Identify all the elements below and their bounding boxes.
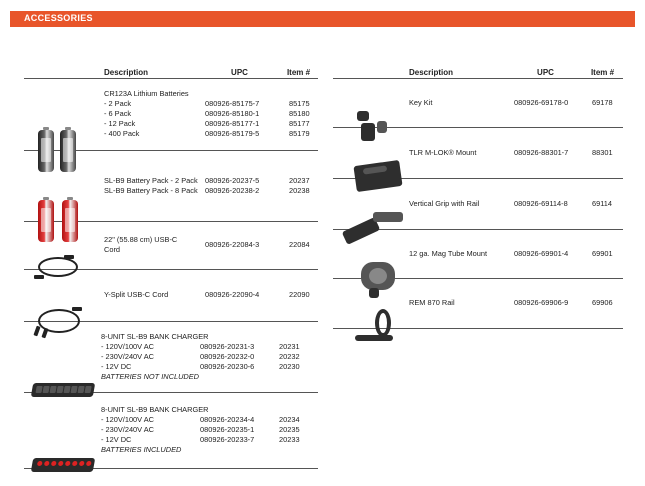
item-line: 20234 <box>279 415 300 424</box>
section-header-bar <box>10 11 635 27</box>
upc-column-header: UPC <box>200 64 279 78</box>
desc-line: - 400 Pack <box>104 129 140 138</box>
upc-cell: 080926-88301-7 <box>509 127 582 178</box>
table-row <box>333 127 623 178</box>
description-cell <box>101 78 200 150</box>
description-cell: TLR M-LOK® Mount <box>406 127 509 178</box>
item-line: 20233 <box>279 435 300 444</box>
desc-line: - 12V DC <box>101 435 132 444</box>
desc-line: - 6 Pack <box>104 109 132 118</box>
item-line: 85177 <box>289 119 310 128</box>
description-cell: Key Kit <box>406 78 509 127</box>
upc-line: 080926-20231-3 <box>200 341 255 351</box>
description-cell <box>101 150 200 221</box>
item-cell: 88301 <box>582 127 623 178</box>
item-cell <box>279 269 318 321</box>
upc-cell <box>200 269 279 321</box>
description-cell <box>101 321 209 392</box>
image-column-header <box>333 64 406 78</box>
desc-line: - 12V DC <box>101 361 132 371</box>
upc-line: 080926-20232-0 <box>200 351 255 361</box>
item-cell: 69114 <box>582 178 623 229</box>
upc-line: 080926-20235-1 <box>200 425 255 434</box>
desc-line: CR123A Lithium Batteries <box>104 89 189 98</box>
table-row <box>333 229 623 278</box>
description-cell <box>101 269 200 321</box>
item-line: 20230 <box>279 361 300 371</box>
upc-cell: 080926-69901-4 <box>509 229 582 278</box>
upc-line: 080926-85175-7 <box>205 99 260 108</box>
description-cell: Vertical Grip with Rail <box>406 178 509 229</box>
desc-line: - 230V/240V AC <box>101 351 155 361</box>
desc-line: Cord <box>104 245 121 254</box>
description-cell <box>101 392 209 468</box>
bank-charger-with-batteries-image <box>24 392 101 468</box>
upc-line: 080926-22090-4 <box>205 290 260 299</box>
description-cell <box>101 221 200 269</box>
upc-line: 080926-85179-5 <box>205 129 260 138</box>
upc-line: 080926-85177-1 <box>205 119 260 128</box>
upc-cell <box>200 150 279 221</box>
desc-line: 8-UNIT SL-B9 BANK CHARGER <box>101 405 209 414</box>
item-line: 85180 <box>289 109 310 118</box>
item-line: 20231 <box>279 341 300 351</box>
upc-cell: 080926-69906-9 <box>509 278 582 328</box>
upc-line: 080926-20234-4 <box>200 415 255 424</box>
upc-column-header: UPC <box>509 64 582 78</box>
image-column-header <box>24 64 101 78</box>
item-cell <box>279 221 318 269</box>
table-header-row <box>333 64 623 78</box>
desc-line: - 120V/100V AC <box>101 415 155 424</box>
upc-line: 080926-20237-5 <box>205 175 260 185</box>
item-line: 20238 <box>289 185 310 195</box>
table-row <box>24 392 318 468</box>
upc-line: 080926-22084-3 <box>205 240 260 249</box>
item-cell <box>279 150 318 221</box>
desc-line: - 2 Pack <box>104 99 132 108</box>
desc-line: SL-B9 Battery Pack - 8 Pack <box>104 185 198 195</box>
desc-line: BATTERIES INCLUDED <box>101 445 182 454</box>
left-accessories-table <box>24 64 318 469</box>
desc-line: SL-B9 Battery Pack - 2 Pack <box>104 175 198 185</box>
desc-line: Y-Split USB-C Cord <box>104 290 169 299</box>
item-line: 22084 <box>289 240 310 249</box>
upc-cell: 080926-69114-8 <box>509 178 582 229</box>
item-line: 85179 <box>289 129 310 138</box>
description-cell: REM 870 Rail <box>406 278 509 328</box>
item-cell <box>279 392 318 468</box>
upc-cell <box>200 78 279 150</box>
upc-cell <box>200 321 279 392</box>
upc-line: 080926-20238-2 <box>205 185 260 195</box>
item-line: 20232 <box>279 351 300 361</box>
item-line: 22090 <box>289 290 310 299</box>
desc-line: - 120V/100V AC <box>101 341 155 351</box>
table-row <box>24 269 318 321</box>
item-column-header: Item # <box>279 64 318 78</box>
desc-line: - 230V/240V AC <box>101 425 155 434</box>
item-cell: 69906 <box>582 278 623 328</box>
description-cell: 12 ga. Mag Tube Mount <box>406 229 509 278</box>
item-cell <box>279 78 318 150</box>
upc-line: 080926-20233-7 <box>200 435 255 444</box>
desc-line: 8-UNIT SL-B9 BANK CHARGER <box>101 331 209 341</box>
table-header-row <box>24 64 318 78</box>
desc-line: BATTERIES NOT INCLUDED <box>101 371 200 381</box>
right-accessories-table <box>333 64 623 329</box>
upc-line: 080926-85180-1 <box>205 109 260 118</box>
upc-cell: 080926-69178-0 <box>509 78 582 127</box>
cr123a-batteries-image <box>24 78 101 150</box>
item-line: 20235 <box>279 425 300 434</box>
item-cell: 69178 <box>582 78 623 127</box>
item-column-header: Item # <box>582 64 623 78</box>
item-cell: 69901 <box>582 229 623 278</box>
description-column-header: Description <box>101 64 200 78</box>
upc-line: 080926-20230-6 <box>200 361 255 371</box>
description-column-header: Description <box>406 64 509 78</box>
upc-cell <box>200 392 279 468</box>
item-line: 85175 <box>289 99 310 108</box>
section-title: ACCESSORIES <box>24 13 93 23</box>
desc-line: 22" (55.88 cm) USB-C <box>104 235 178 244</box>
desc-line: - 12 Pack <box>104 119 136 128</box>
upc-cell <box>200 221 279 269</box>
item-cell <box>279 321 318 392</box>
table-row <box>24 78 318 150</box>
key-kit-image <box>333 78 406 127</box>
table-row <box>333 78 623 127</box>
item-line: 20237 <box>289 175 310 185</box>
